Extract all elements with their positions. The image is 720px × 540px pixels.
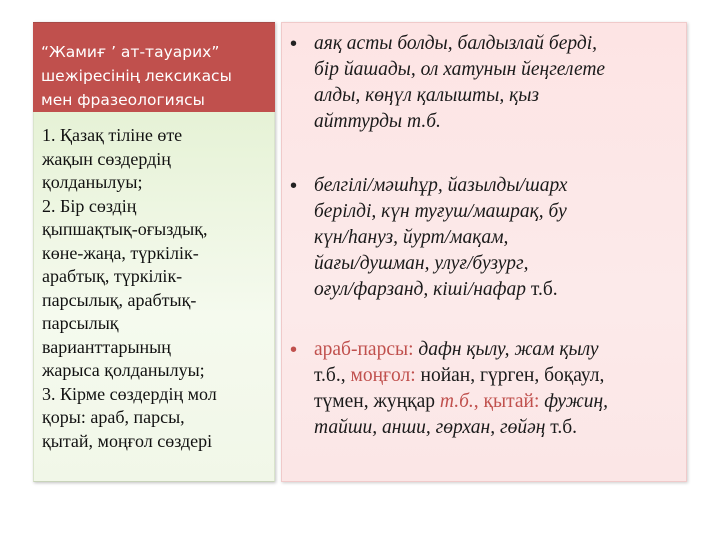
bullet-3-italic-text: фужиң, — [544, 391, 609, 412]
bullet-1-line: бір йашады, ол хатунын йеңгелете — [314, 59, 606, 80]
header-line: мен фразеологиясы — [41, 91, 205, 109]
bullet-3-plain-text: нойан, гүрген, боқаул, — [420, 365, 605, 386]
bullet-icon: • — [290, 339, 298, 361]
bullet-3-line — [314, 337, 599, 363]
language-label-mongol: моңғол: — [350, 365, 421, 386]
left-panel — [33, 22, 275, 482]
bullet-3-italic-text: дафн қылу, жам қылу — [418, 339, 599, 360]
bullet-1-line: аяқ асты болды, балдызлай берді, — [314, 33, 597, 54]
body-line: парсылық, арабтық- — [42, 289, 197, 310]
bullet-2-plain-text: т.б. — [526, 279, 558, 300]
body-line: 2. Бір сөздің — [42, 195, 137, 216]
body-line: көне-жаңа, түркілік- — [42, 242, 199, 263]
right-panel — [281, 22, 687, 482]
body-line: қыпшақтық-оғыздық, — [42, 219, 208, 239]
bullet-2-line: белгілі/мәшһұр, йазылды/шарх — [314, 175, 568, 196]
body-line: қоры: араб, парсы, — [42, 407, 185, 427]
bullet-2-line: күн/һануз, йурт/мақам, — [314, 227, 509, 248]
body-line: жарыса қолданылуы; — [42, 360, 205, 380]
body-line: варианттарының — [42, 336, 171, 357]
bullet-2-line: берілді, күн туғуш/машрақ, бу — [314, 201, 567, 222]
header-line: шежіресінің лексикасы — [41, 67, 232, 85]
bullet-3-line — [314, 363, 604, 389]
body-line: парсылық — [42, 313, 119, 333]
bullet-3-line — [314, 415, 577, 441]
bullet-2-italic-text: оғул/фарзанд, кіші/нафар — [314, 279, 527, 300]
bullet-icon: • — [290, 33, 298, 55]
body-line: 1. Қазақ тіліне өте — [42, 125, 183, 145]
bullet-2-line — [314, 277, 558, 303]
body-line: жақын сөздердің — [42, 148, 171, 169]
bullet-3-plain-text: т.б., — [314, 365, 351, 386]
bullet-icon: • — [290, 175, 298, 197]
body-line: қытай, моңғол сөздері — [42, 430, 213, 451]
bullet-3-plain-text: т.б. — [545, 417, 578, 438]
bullet-3-italic-text: т.б. — [439, 391, 474, 412]
bullet-2-line: йағы/душман, улуғ/бузург, — [314, 253, 529, 274]
bullet-1-line: алды, көңүл қалышты, қыз — [314, 85, 540, 106]
body-line: қолданылуы; — [42, 172, 143, 192]
bullet-3-plain-text: түмен, жуңқар — [314, 391, 440, 412]
bullet-1-line: айттурды т.б. — [314, 111, 441, 132]
language-label-chinese: қытай: — [483, 391, 545, 412]
bullet-3-line — [314, 389, 608, 415]
left-panel-header — [33, 22, 275, 112]
bullet-3-comma: , — [473, 391, 484, 412]
left-panel-body — [33, 112, 275, 482]
header-line: “Жамиғ ’ ат-тауарих” — [41, 43, 220, 61]
body-line: арабтық, түркілік- — [42, 266, 183, 286]
bullet-3-italic-text: тайши, анши, гөрхан, гөйәң — [314, 417, 546, 438]
body-line: 3. Кірме сөздердің мол — [42, 383, 217, 404]
language-label-arab-persian: араб-парсы: — [314, 339, 419, 360]
